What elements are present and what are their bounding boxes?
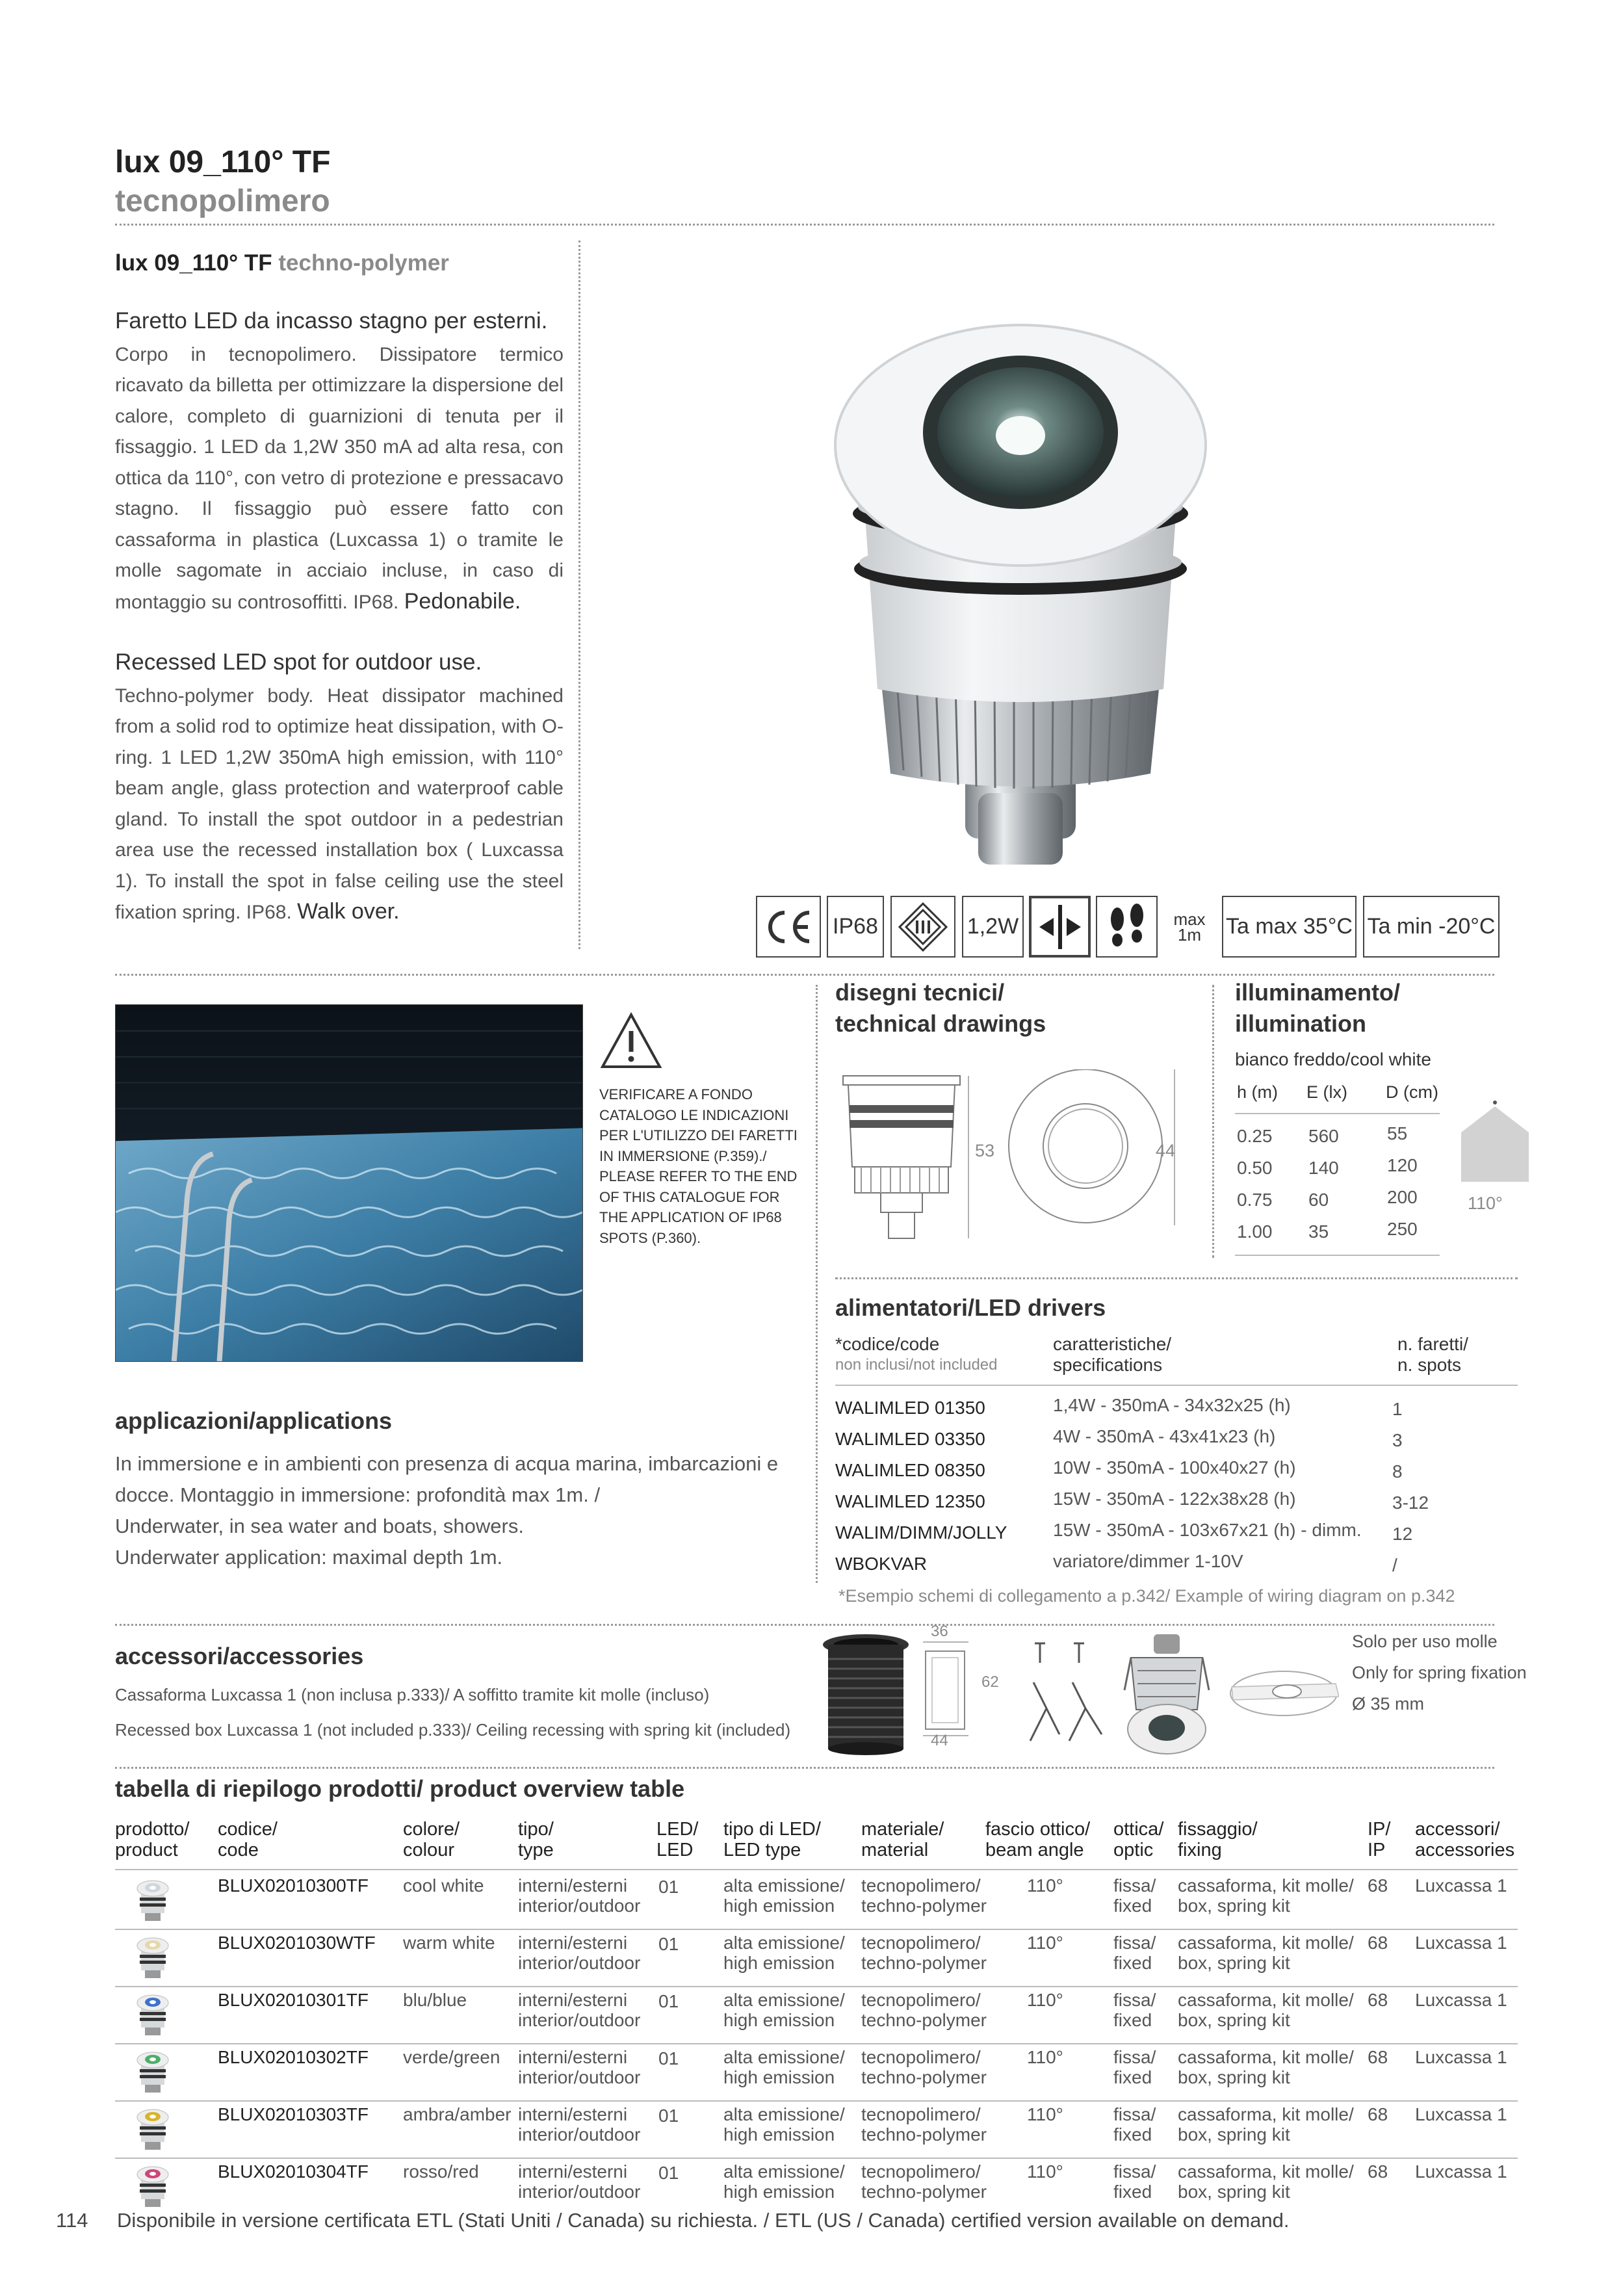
- illumination-cell: 560: [1308, 1126, 1339, 1146]
- table-cell-led: 01: [658, 1934, 679, 1954]
- table-cell-o2: fixed: [1113, 2010, 1152, 2030]
- table-header-code: codice/ code: [218, 1819, 278, 1860]
- drawings-title: [835, 977, 1046, 1039]
- table-header-led: LED/ LED: [656, 1819, 699, 1860]
- accessories-title: accessori/accessories: [115, 1643, 364, 1669]
- illumination-cell: 250: [1387, 1219, 1418, 1239]
- drivers-rule: [835, 1385, 1518, 1386]
- illumination-cell: 200: [1387, 1187, 1418, 1207]
- product-thumbnail-icon: [135, 1992, 171, 2038]
- table-cell-lt1: alta emissione/: [723, 2047, 845, 2067]
- driver-code: WBOKVAR: [835, 1554, 928, 1574]
- table-cell-acc: Luxcassa 1: [1415, 2047, 1507, 2067]
- table-cell-o2: fixed: [1113, 2067, 1152, 2087]
- table-cell-colour: cool white: [403, 1875, 484, 1896]
- applications-title: applicazioni/applications: [115, 1407, 393, 1434]
- drawings-title-en: technical drawings: [835, 1010, 1046, 1037]
- driver-code: WALIMLED 03350: [835, 1429, 985, 1449]
- illumination-header-h: h (m): [1237, 1082, 1278, 1102]
- table-header-colour: colore/ colour: [403, 1819, 460, 1860]
- illumination-title: [1235, 977, 1400, 1039]
- illumination-cell: 35: [1308, 1221, 1329, 1242]
- illumination-title-en: illumination: [1235, 1010, 1366, 1037]
- drivers-title: alimentatori/LED drivers: [835, 1294, 1106, 1321]
- ce-mark-icon: [756, 896, 821, 958]
- table-cell-f2: box, spring kit: [1178, 2124, 1290, 2145]
- drivers-header-spec-it: caratteristiche/: [1053, 1334, 1172, 1354]
- table-cell-led: 01: [658, 1991, 679, 2011]
- table-header-product: prodotto/ product: [115, 1819, 190, 1860]
- description-en-lead: Recessed LED spot for outdoor use.: [115, 649, 482, 675]
- driver-spec: 15W - 350mA - 103x67x21 (h) - dimm.: [1053, 1520, 1362, 1540]
- accessories-line: Cassaforma Luxcassa 1 (non inclusa p.333)/ A soffitto tramite kit molle (incluso): [115, 1685, 710, 1704]
- table-cell-type2: interior/outdoor: [518, 2010, 641, 2030]
- table-cell-f2: box, spring kit: [1178, 2010, 1290, 2030]
- table-cell-lt1: alta emissione/: [723, 2161, 845, 2182]
- ta-max-badge: [1222, 896, 1357, 958]
- spring-mounted-lamp-photo: [1118, 1632, 1215, 1758]
- illumination-header-e: E (lx): [1306, 1082, 1347, 1102]
- product-thumbnail-icon: [135, 1878, 171, 1924]
- table-cell-f2: box, spring kit: [1178, 2067, 1290, 2087]
- table-header-accessories: accessori/ accessories: [1415, 1819, 1515, 1860]
- spring-kit-icon: [1020, 1637, 1111, 1754]
- subtitle-grey: techno-polymer: [278, 250, 449, 276]
- power-rating-badge: [962, 896, 1024, 958]
- description-en-body: Techno-polymer body. Heat dissipator machined from a solid rod to optimize heat dissipation, with O-ring. 1 LED 1,2W 350mA high emission, with 110° beam angle, glass protection and waterproof cable gland. To install the spot outdoor in a pedestrian area use the recessed installation box ( Luxcassa 1). To install the spot in false ceiling use the steel fixation spring. IP68.: [115, 685, 564, 923]
- description-en-strong: Walk over.: [297, 899, 400, 924]
- table-cell-o1: fissa/: [1113, 1990, 1156, 2010]
- table-cell-type1: interni/esterni: [518, 1990, 628, 2010]
- table-cell-type1: interni/esterni: [518, 1933, 628, 1953]
- table-cell-colour: blu/blue: [403, 1990, 467, 2010]
- table-header-ip: IP/ IP: [1368, 1819, 1391, 1860]
- drivers-header-n-en: n. spots: [1397, 1355, 1462, 1375]
- table-cell-m1: tecnopolimero/: [861, 1990, 981, 2010]
- accessory-note: Ø 35 mm: [1352, 1694, 1425, 1714]
- table-cell-code: BLUX02010300TF: [218, 1875, 369, 1896]
- table-cell-code: BLUX02010301TF: [218, 1990, 369, 2010]
- table-cell-m1: tecnopolimero/: [861, 2104, 981, 2124]
- table-cell-type2: interior/outdoor: [518, 2067, 641, 2087]
- table-header-led-type: tipo di LED/ LED type: [723, 1819, 821, 1860]
- table-cell-lt2: high emission: [723, 1896, 835, 1916]
- table-title: tabella di riepilogo prodotti/ product overview table: [115, 1775, 685, 1802]
- description-italian: [115, 306, 564, 618]
- description-it-lead: Faretto LED da incasso stagno per esterni.: [115, 308, 548, 333]
- ceiling-cutout-icon: [1225, 1651, 1339, 1736]
- table-cell-m2: techno-polymer: [861, 1896, 987, 1916]
- driver-spec: 4W - 350mA - 43x41x23 (h): [1053, 1426, 1276, 1446]
- table-cell-f2: box, spring kit: [1178, 2182, 1290, 2202]
- warning-icon: [599, 1011, 663, 1070]
- table-cell-m2: techno-polymer: [861, 1953, 987, 1973]
- table-cell-beam: 110°: [1027, 1990, 1063, 2010]
- illumination-title-it: illuminamento/: [1235, 979, 1401, 1006]
- table-cell-ip: 68: [1368, 1875, 1388, 1896]
- table-cell-m2: techno-polymer: [861, 2010, 987, 2030]
- drivers-header-spec-en: specifications: [1053, 1355, 1163, 1375]
- driver-spec: variatore/dimmer 1-10V: [1053, 1551, 1243, 1571]
- table-cell-acc: Luxcassa 1: [1415, 1875, 1507, 1896]
- driver-spec: 1,4W - 350mA - 34x32x25 (h): [1053, 1395, 1291, 1415]
- table-cell-type2: interior/outdoor: [518, 1953, 641, 1973]
- immersion-depth-icon: [1163, 896, 1215, 958]
- table-cell-lt1: alta emissione/: [723, 1933, 845, 1953]
- product-thumbnail-icon: [135, 1935, 171, 1981]
- table-cell-o1: fissa/: [1113, 2104, 1156, 2124]
- illumination-rule: [1235, 1113, 1440, 1114]
- table-cell-type2: interior/outdoor: [518, 2124, 641, 2145]
- table-cell-m2: techno-polymer: [861, 2067, 987, 2087]
- divider: [115, 224, 1494, 226]
- table-cell-acc: Luxcassa 1: [1415, 1990, 1507, 2010]
- table-cell-f1: cassaforma, kit molle/: [1178, 2104, 1354, 2124]
- description-it-strong: Pedonabile.: [404, 588, 521, 614]
- drawings-title-it: disegni tecnici/: [835, 979, 1005, 1006]
- table-cell-led: 01: [658, 2106, 679, 2126]
- recessed-install-icon: [1029, 896, 1091, 958]
- table-cell-code: BLUX02010303TF: [218, 2104, 369, 2124]
- table-cell-o2: fixed: [1113, 1896, 1152, 1916]
- illumination-header-d: D (cm): [1386, 1082, 1438, 1102]
- table-cell-f1: cassaforma, kit molle/: [1178, 1990, 1354, 2010]
- table-cell-beam: 110°: [1027, 1933, 1063, 1953]
- accessory-dim-top: 36: [931, 1623, 948, 1640]
- driver-code: WALIMLED 12350: [835, 1491, 985, 1511]
- driver-count: 1: [1392, 1399, 1403, 1419]
- table-cell-f1: cassaforma, kit molle/: [1178, 2047, 1354, 2067]
- applications-line: In immersione e in ambienti con presenza di acqua marina, imbarcazioni e docce. Montaggio in immersione: profondità max 1m. /: [115, 1452, 779, 1506]
- table-cell-colour: verde/green: [403, 2047, 500, 2067]
- illumination-cell: 1.00: [1237, 1221, 1273, 1242]
- table-cell-f1: cassaforma, kit molle/: [1178, 1933, 1354, 1953]
- driver-count: 8: [1392, 1461, 1403, 1481]
- driver-code: WALIM/DIMM/JOLLY: [835, 1522, 1007, 1543]
- illumination-rule: [1235, 1255, 1440, 1256]
- table-cell-lt2: high emission: [723, 1953, 835, 1973]
- drivers-header-n-it: n. faretti/: [1397, 1334, 1468, 1354]
- accessory-note: Only for spring fixation: [1352, 1663, 1527, 1682]
- table-cell-ip: 68: [1368, 1933, 1388, 1953]
- divider: [115, 1767, 1494, 1769]
- table-cell-m2: techno-polymer: [861, 2124, 987, 2145]
- illumination-cell: 60: [1308, 1190, 1329, 1210]
- table-cell-code: BLUX02010302TF: [218, 2047, 369, 2067]
- luxcassa-box-photo: [820, 1633, 911, 1756]
- table-cell-acc: Luxcassa 1: [1415, 2161, 1507, 2182]
- description-it-body: Corpo in tecnopolimero. Dissipatore termico ricavato da billetta per ottimizzare la dispersione del calore, completo di guarnizioni di tenuta per il fissaggio. 1 LED da 1,2W 350 mA ad alta resa, con ottica da 110°, con vetro di protezione e pressacavo stagno. Il fissaggio può essere fatto con cassaforma in plastica (Luxcassa 1) o tramite le molle sagomate in acciaio incluse, in caso di montaggio su controsoffitti. IP68.: [115, 343, 564, 613]
- ip-rating-badge: [827, 896, 884, 958]
- divider: [816, 985, 818, 1583]
- table-cell-m1: tecnopolimero/: [861, 2161, 981, 2182]
- table-rule: [115, 1869, 1518, 1870]
- subtitle-bold: lux 09_110° TF: [115, 250, 272, 276]
- table-cell-type1: interni/esterni: [518, 2104, 628, 2124]
- table-cell-f2: box, spring kit: [1178, 1896, 1290, 1916]
- table-cell-m1: tecnopolimero/: [861, 2047, 981, 2067]
- ta-min-label: Ta min -20°C: [1367, 914, 1496, 939]
- page-title-material: tecnopolimero: [115, 184, 330, 218]
- table-cell-type1: interni/esterni: [518, 1875, 628, 1896]
- illumination-cell: 0.50: [1237, 1158, 1273, 1178]
- ta-max-label: Ta max 35°C: [1225, 914, 1353, 939]
- table-rule: [115, 1929, 1518, 1930]
- table-cell-f2: box, spring kit: [1178, 1953, 1290, 1973]
- driver-count: 3-12: [1392, 1493, 1429, 1513]
- accessory-dim-bottom: 44: [931, 1732, 948, 1749]
- driver-count: /: [1392, 1555, 1397, 1575]
- table-cell-lt2: high emission: [723, 2182, 835, 2202]
- illumination-cell: 0.25: [1237, 1126, 1273, 1146]
- table-cell-f1: cassaforma, kit molle/: [1178, 2161, 1354, 2182]
- power-rating-label: 1,2W: [967, 914, 1019, 939]
- table-cell-f1: cassaforma, kit molle/: [1178, 1875, 1354, 1896]
- table-cell-m1: tecnopolimero/: [861, 1933, 981, 1953]
- table-cell-colour: warm white: [403, 1933, 495, 1953]
- divider: [578, 241, 580, 949]
- product-thumbnail-icon: [135, 2050, 171, 2095]
- accessory-note: Solo per uso molle: [1352, 1632, 1498, 1651]
- table-cell-ip: 68: [1368, 1990, 1388, 2010]
- table-rule: [115, 2158, 1518, 2159]
- driver-spec: 10W - 350mA - 100x40x27 (h): [1053, 1457, 1296, 1478]
- divider: [115, 974, 1494, 976]
- table-cell-led: 01: [658, 2163, 679, 2183]
- applications-line: Underwater application: maximal depth 1m.: [115, 1546, 503, 1569]
- table-cell-o2: fixed: [1113, 2182, 1152, 2202]
- drivers-note: *Esempio schemi di collegamento a p.342/ Example of wiring diagram on p.342: [838, 1586, 1455, 1606]
- illumination-cell: 120: [1387, 1155, 1418, 1175]
- table-cell-m2: techno-polymer: [861, 2182, 987, 2202]
- drivers-header-note: non inclusi/not included: [835, 1356, 998, 1374]
- table-rule: [115, 2100, 1518, 2102]
- drawing-height-dimension: 53: [975, 1141, 995, 1160]
- driver-code: WALIMLED 08350: [835, 1460, 985, 1480]
- technical-drawing: [835, 1069, 1180, 1242]
- illumination-cell: 0.75: [1237, 1190, 1273, 1210]
- table-header-fixing: fissaggio/ fixing: [1178, 1819, 1258, 1860]
- ta-min-badge: [1363, 896, 1500, 958]
- class-iii-icon: [890, 896, 955, 958]
- page-footer: [56, 2209, 1289, 2232]
- product-photo: [799, 312, 1241, 884]
- table-rule: [115, 2043, 1518, 2044]
- table-cell-m1: tecnopolimero/: [861, 1875, 981, 1896]
- driver-count: 12: [1392, 1524, 1413, 1544]
- warning-text: VERIFICARE A FONDO CATALOGO LE INDICAZIONI PER L'UTILIZZO DEI FARETTI IN IMMERSIONE (P.359)./ PLEASE REFER TO THE END OF THIS CATALOGUE FOR THE APPLICATION OF IP68 SPOTS (P.360).: [599, 1086, 798, 1246]
- beam-cone-icon: [1456, 1099, 1534, 1183]
- table-cell-led: 01: [658, 1877, 679, 1897]
- illumination-cell: 55: [1387, 1123, 1408, 1143]
- table-cell-colour: ambra/amber: [403, 2104, 512, 2124]
- table-cell-type1: interni/esterni: [518, 2161, 628, 2182]
- applications-text: [115, 1448, 804, 1573]
- accessories-line: Recessed box Luxcassa 1 (not included p.333)/ Ceiling recessing with spring kit (included): [115, 1720, 791, 1740]
- table-cell-lt1: alta emissione/: [723, 1875, 845, 1896]
- max-depth-value: 1m: [1177, 924, 1202, 945]
- table-cell-lt2: high emission: [723, 2067, 835, 2087]
- table-cell-lt2: high emission: [723, 2010, 835, 2030]
- product-subtitle: [115, 250, 449, 276]
- beam-angle-label: 110°: [1468, 1194, 1503, 1213]
- table-header-type: tipo/ type: [518, 1819, 554, 1860]
- table-cell-type2: interior/outdoor: [518, 2182, 641, 2202]
- applications-line: Underwater, in sea water and boats, showers.: [115, 1515, 524, 1537]
- drivers-header-code: *codice/code: [835, 1334, 940, 1354]
- table-cell-colour: rosso/red: [403, 2161, 479, 2182]
- table-cell-beam: 110°: [1027, 2047, 1063, 2067]
- pool-photo: [115, 1004, 583, 1362]
- walk-over-icon: [1096, 896, 1158, 958]
- table-cell-acc: Luxcassa 1: [1415, 2104, 1507, 2124]
- table-cell-code: BLUX0201030WTF: [218, 1933, 376, 1953]
- description-english: [115, 647, 564, 928]
- table-cell-led: 01: [658, 2048, 679, 2068]
- ip-rating-label: IP68: [833, 914, 878, 939]
- table-rule: [115, 1986, 1518, 1987]
- table-cell-lt2: high emission: [723, 2124, 835, 2145]
- table-cell-lt1: alta emissione/: [723, 2104, 845, 2124]
- table-cell-ip: 68: [1368, 2047, 1388, 2067]
- table-cell-ip: 68: [1368, 2161, 1388, 2182]
- table-cell-beam: 110°: [1027, 2161, 1063, 2182]
- driver-count: 3: [1392, 1430, 1403, 1450]
- table-cell-ip: 68: [1368, 2104, 1388, 2124]
- table-header-beam: fascio ottico/ beam angle: [985, 1819, 1091, 1860]
- table-cell-o2: fixed: [1113, 1953, 1152, 1973]
- product-thumbnail-icon: [135, 2164, 171, 2210]
- table-cell-acc: Luxcassa 1: [1415, 1933, 1507, 1953]
- table-cell-type1: interni/esterni: [518, 2047, 628, 2067]
- table-cell-o1: fissa/: [1113, 2047, 1156, 2067]
- table-header-optic: ottica/ optic: [1113, 1819, 1164, 1860]
- accessory-dim-side: 62: [981, 1673, 999, 1691]
- page-number: 114: [56, 2209, 88, 2232]
- driver-code: WALIMLED 01350: [835, 1398, 985, 1418]
- drawing-diameter-dimension: 44: [1156, 1141, 1176, 1160]
- table-cell-o1: fissa/: [1113, 1933, 1156, 1953]
- table-cell-code: BLUX02010304TF: [218, 2161, 369, 2182]
- divider: [115, 1624, 1494, 1626]
- footer-note: Disponibile in versione certificata ETL (Stati Uniti / Canada) su richiesta. / ETL (US / Canada) certified version available on demand.: [117, 2209, 1290, 2232]
- table-cell-type2: interior/outdoor: [518, 1896, 641, 1916]
- illumination-cell: 140: [1308, 1158, 1339, 1178]
- table-cell-beam: 110°: [1027, 2104, 1063, 2124]
- table-cell-o2: fixed: [1113, 2124, 1152, 2145]
- divider: [1212, 985, 1214, 1258]
- max-depth-label: max: [1173, 909, 1206, 929]
- table-cell-o1: fissa/: [1113, 1875, 1156, 1896]
- luxcassa-drawing: [916, 1638, 975, 1742]
- product-thumbnail-icon: [135, 2107, 171, 2152]
- driver-spec: 15W - 350mA - 122x38x28 (h): [1053, 1489, 1296, 1509]
- illumination-subtitle: bianco freddo/cool white: [1235, 1049, 1431, 1069]
- page-title: lux 09_110° TF: [115, 145, 331, 179]
- table-cell-beam: 110°: [1027, 1875, 1063, 1896]
- table-header-material: materiale/ material: [861, 1819, 944, 1860]
- table-cell-o1: fissa/: [1113, 2161, 1156, 2182]
- table-cell-lt1: alta emissione/: [723, 1990, 845, 2010]
- divider: [835, 1277, 1518, 1279]
